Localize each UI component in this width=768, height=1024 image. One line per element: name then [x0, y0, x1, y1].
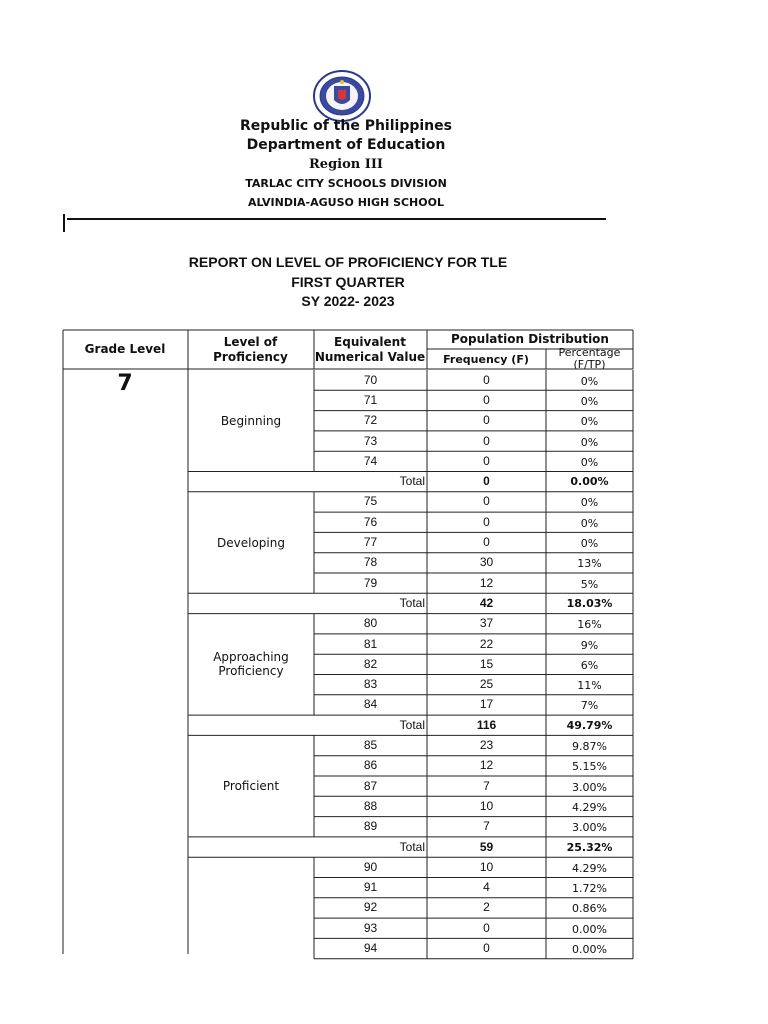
header-population-distribution: Population Distribution: [451, 332, 609, 346]
header-grade-level: Grade Level: [84, 342, 166, 356]
header-department: Department of Education: [246, 137, 446, 153]
row-percentage: 9.87%: [572, 740, 607, 754]
level-label: Beginning: [220, 413, 282, 428]
row-percentage: 0%: [580, 415, 599, 429]
row-value: 85: [363, 738, 378, 753]
row-frequency: 0: [483, 433, 490, 448]
row-value: 90: [363, 859, 378, 874]
total-frequency: 59: [479, 839, 494, 854]
row-percentage: 3.00%: [572, 780, 607, 794]
header-level-of-proficiency: Level of Proficiency: [213, 334, 288, 364]
row-value: 72: [363, 413, 378, 428]
row-frequency: 23: [479, 738, 494, 753]
row-value: 94: [363, 941, 378, 956]
row-frequency: 0: [483, 494, 490, 509]
report-school-year: SY 2022- 2023: [301, 293, 395, 309]
row-percentage: 0.00%: [572, 943, 607, 957]
row-frequency: 0: [483, 372, 490, 387]
row-value: 80: [363, 616, 378, 631]
row-frequency: 10: [479, 798, 494, 813]
level-label: Approaching Proficiency: [213, 650, 289, 679]
row-value: 78: [363, 555, 378, 570]
header-percentage: Percentage (F/TP): [558, 346, 621, 371]
row-percentage: 5%: [580, 577, 599, 591]
row-value: 75: [363, 494, 378, 509]
row-percentage: 4.29%: [572, 861, 607, 875]
total-label: Total: [399, 717, 425, 732]
row-percentage: 1.72%: [572, 882, 607, 896]
level-label: Developing: [217, 535, 285, 550]
row-percentage: 0%: [580, 496, 599, 510]
row-frequency: 0: [483, 453, 490, 468]
row-frequency: 30: [479, 555, 494, 570]
grade-level-value: 7: [117, 370, 133, 396]
total-percentage: 49.79%: [566, 718, 613, 732]
row-value: 70: [363, 372, 378, 387]
row-value: 86: [363, 758, 378, 773]
total-frequency: 116: [476, 717, 497, 732]
total-percentage: 25.32%: [566, 840, 613, 854]
row-percentage: 0%: [580, 516, 599, 530]
row-value: 77: [363, 535, 378, 550]
row-percentage: 13%: [577, 557, 602, 571]
header-division: TARLAC CITY SCHOOLS DIVISION: [245, 177, 447, 190]
row-frequency: 4: [483, 880, 490, 895]
header-region: Region III: [309, 157, 383, 172]
total-frequency: 42: [479, 595, 494, 610]
row-percentage: 5.15%: [572, 760, 607, 774]
row-frequency: 0: [483, 535, 490, 550]
row-value: 83: [363, 677, 378, 692]
total-frequency: 0: [483, 474, 490, 489]
row-frequency: 0: [483, 413, 490, 428]
row-frequency: 0: [483, 920, 490, 935]
level-label: Proficient: [222, 779, 280, 794]
row-frequency: 7: [483, 819, 490, 834]
row-value: 89: [363, 819, 378, 834]
row-percentage: 0.00%: [572, 922, 607, 936]
total-label: Total: [399, 595, 425, 610]
total-label: Total: [399, 474, 425, 489]
row-value: 84: [363, 697, 378, 712]
row-frequency: 0: [483, 514, 490, 529]
total-percentage: 0.00%: [570, 475, 609, 489]
header-frequency: Frequency (F): [443, 353, 529, 366]
row-value: 92: [363, 900, 378, 915]
header-republic: Republic of the Philippines: [240, 118, 452, 134]
row-value: 93: [363, 920, 378, 935]
row-frequency: 15: [479, 656, 494, 671]
row-percentage: 4.29%: [572, 800, 607, 814]
header-equivalent-value: Equivalent Numerical Value: [314, 334, 426, 364]
row-percentage: 0%: [580, 435, 599, 449]
row-frequency: 7: [483, 778, 490, 793]
row-value: 73: [363, 433, 378, 448]
row-percentage: 9%: [580, 638, 599, 652]
row-value: 71: [363, 392, 378, 407]
row-percentage: 0%: [580, 374, 599, 388]
row-frequency: 17: [479, 697, 494, 712]
total-percentage: 18.03%: [566, 596, 613, 610]
row-value: 82: [363, 656, 378, 671]
row-value: 91: [363, 880, 378, 895]
row-value: 76: [363, 514, 378, 529]
row-percentage: 0.86%: [572, 902, 607, 916]
row-frequency: 37: [479, 616, 494, 631]
row-percentage: 3.00%: [572, 821, 607, 835]
row-percentage: 11%: [577, 679, 602, 693]
row-frequency: 22: [479, 636, 494, 651]
row-value: 87: [363, 778, 378, 793]
total-label: Total: [399, 839, 425, 854]
row-percentage: 0%: [580, 394, 599, 408]
row-frequency: 0: [483, 941, 490, 956]
row-value: 81: [363, 636, 378, 651]
row-frequency: 12: [479, 758, 494, 773]
row-frequency: 25: [479, 677, 494, 692]
row-frequency: 10: [479, 859, 494, 874]
row-frequency: 2: [483, 900, 490, 915]
row-percentage: 0%: [580, 455, 599, 469]
report-quarter: FIRST QUARTER: [291, 274, 405, 290]
row-frequency: 0: [483, 392, 490, 407]
row-value: 74: [363, 453, 378, 468]
report-title: REPORT ON LEVEL OF PROFICIENCY FOR TLE: [188, 254, 508, 270]
row-percentage: 7%: [580, 699, 599, 713]
row-frequency: 12: [479, 575, 494, 590]
row-percentage: 16%: [577, 618, 602, 632]
row-value: 88: [363, 798, 378, 813]
row-percentage: 0%: [580, 537, 599, 551]
row-percentage: 6%: [580, 658, 599, 672]
header-school: ALVINDIA-AGUSO HIGH SCHOOL: [248, 196, 444, 209]
row-value: 79: [363, 575, 378, 590]
